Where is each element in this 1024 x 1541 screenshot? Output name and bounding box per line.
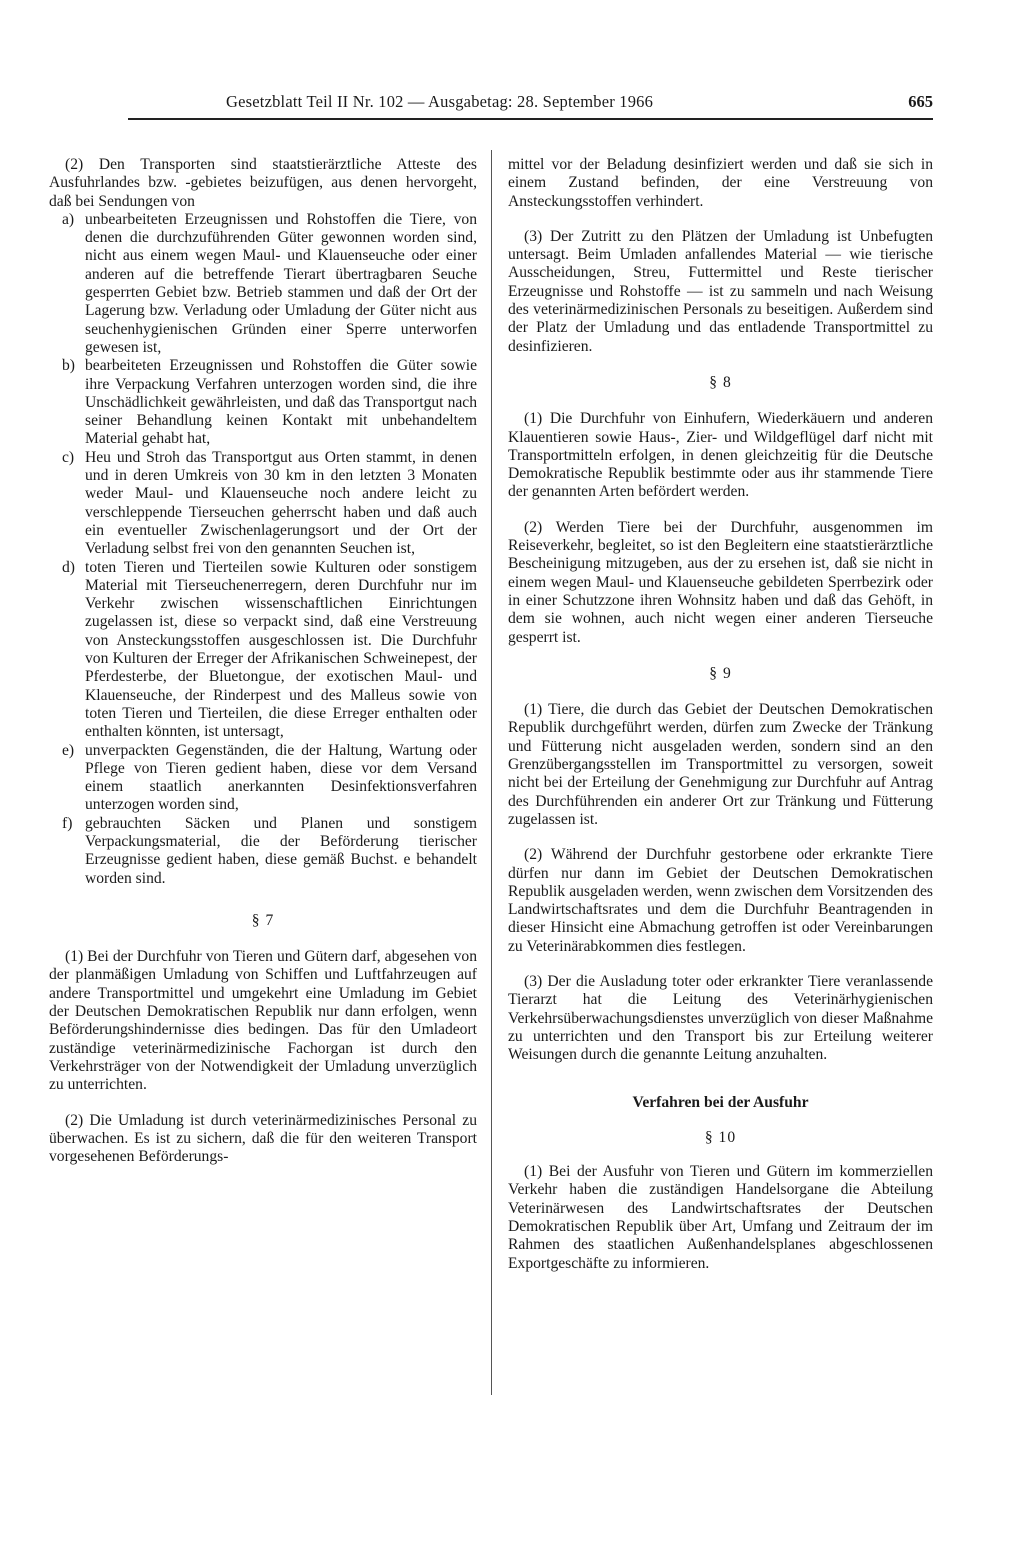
list-item-text: toten Tieren und Tierteilen sowie Kulturen oder sonstigem Material mit Tierseuchenerregern, deren Durchfuhr nur im Verkehr zwischen wissenschaftlichen Einrichtungen zugelassen ist, diese so verpackt sind, daß eine Verstreuung von Ansteckungsstoffen ausgeschlossen ist. Die Durchfuhr von Kulturen der Erreger der Afrikanischen Schweinepest, der Pferdesterbe, der Bluetongue, der exotischen Maul- und Klauenseuche, der Rinderpest und des Malleus sowie von toten Tieren und Tierteilen, die diese Erreger enthalten oder enthalten könnten, ist untersagt, <box>85 558 477 741</box>
list-item-b <box>49 357 477 448</box>
left-column <box>49 156 477 1166</box>
paragraph-8-1: (1) Die Durchfuhr von Einhufern, Wiederkäuern und anderen Klauentieren sowie Haus-, Zier- und Wildgeflügel darf nicht mit Transportmitteln erfolgen, in denen gleichzeitig für die Deutsche Demokratische Republik bestimmte oder aus ihr stammende Tiere der genannten Arten befördert werden. <box>508 410 933 501</box>
header-title: Gesetzblatt Teil II Nr. 102 — Ausgabetag: 28. September 1966 <box>226 92 654 111</box>
list-item-text: unverpackten Gegenständen, die der Haltung, Wartung oder Pflege von Tieren gedient haben, diese vor dem Versand einem staatlich anerkannten Desinfektionsverfahren unterzogen worden sind, <box>85 741 477 814</box>
list-item-text: unbearbeiteten Erzeugnissen und Rohstoffen die Tiere, von denen die durchzuführenden Güter gewonnen worden sind, nicht aus einem wegen Maul- und Klauenseuche oder einer anderen auf die betreffende Tierart übertragbaren Seuche gesperrten Gebiet bzw. Betrieb stammen und daß der Ort der Lagerung bzw. Verladung oder Umladung der Güter nicht aus seuchenhygienischen Gründen einer Sperre unterworfen gewesen ist, <box>85 210 477 356</box>
list-item-f <box>49 815 477 888</box>
list-item-e <box>49 742 477 815</box>
list-item-text: bearbeiteten Erzeugnissen und Rohstoffen die Güter sowie ihre Verpackung Verfahren unterzogen worden sind, die ihre Unschädlichkeit gewährleisten, und daß das Transportgut nach seiner Behandlung keinen Kontakt mit unbehandeltem Material gehabt hat, <box>85 357 477 448</box>
section-heading-8: § 8 <box>709 373 732 391</box>
paragraph-7-2: (2) Die Umladung ist durch veterinärmedizinisches Personal zu überwachen. Es ist zu sichern, daß die für den weiteren Transport vorgesehenen Beförderungs- <box>49 1111 477 1166</box>
list-item-text: gebrauchten Säcken und Planen und sonstigem Verpackungsmaterial, die der Beförderung tierischer Erzeugnisse gedient haben, diese gemäß Buchst. e behandelt worden sind. <box>85 814 477 887</box>
list-item-d <box>49 559 477 742</box>
paragraph-7-2-continued: mittel vor der Beladung desinfiziert werden und daß sie sich in einem Zustand befinden, der eine Verstreuung von Ansteckungsstoffen verhindert. <box>508 156 933 210</box>
paragraph-9-1: (1) Tiere, die durch das Gebiet der Deutschen Demokratischen Republik durchgeführt werden, dürfen zum Zwecke der Tränkung und Fütterung nicht ausgeladen werden, sondern sind an den Grenzübergangsstellen im Transportmittel zu versorgen, soweit nicht bei der Erteilung der Genehmigung zur Durchfuhr auf Antrag des Durchführenden ein anderer Ort zur Tränkung und Fütterung zugelassen ist. <box>508 701 933 828</box>
list-item-letter: f) <box>62 814 73 832</box>
paragraph-9-2: (2) Während der Durchfuhr gestorbene oder erkrankte Tiere dürfen nur dann im Gebiet der Deutschen Demokratischen Republik ausgeladen werden, wenn zwischen dem Vorsitzenden des Landwirtschaftsrates und dem die Durchfuhr Beantragenden in dieser Hinsicht eine Abmachung getroffen ist oder Vereinbarungen zu Veterinärabkommen dies festlegen. <box>508 846 933 955</box>
right-column <box>508 156 933 1273</box>
list-item-letter: c) <box>62 448 75 466</box>
paragraph-9-3: (3) Der die Ausladung toter oder erkrankter Tiere veranlassende Tierarzt hat die Leitung des Veterinärhygienischen Verkehrsüberwachungsdienstes unverzüglich von dieser Maßnahme zu unterrichten und den Transport bis zur Erteilung weiterer Weisungen durch die genannte Leitung anzuhalten. <box>508 972 933 1064</box>
list-item-letter: b) <box>62 357 75 375</box>
list-item-text: Heu und Stroh das Transportgut aus Orten stammt, in denen und in deren Umkreis von 30 km in den letzten 3 Monaten weder Maul- und Klauenseuche noch andere leicht zu verschleppende Tierseuchen geherrscht haben und daß auch ein eventueller Zwischenlagerungsort und der Ort der Verladung selbst frei von den genannten Seuchen ist, <box>85 448 477 558</box>
section-heading-9: § 9 <box>709 664 732 682</box>
section-heading-7: § 7 <box>251 911 275 929</box>
column-divider <box>491 150 492 1395</box>
paragraph-7-1: (1) Bei der Durchfuhr von Tieren und Gütern darf, abgesehen von der planmäßigen Umladung von Schiffen und Luftfahrzeugen auf andere Transportmittel und umgekehrt eine Umladung im Gebiet der Deutschen Demokratischen Republik nur dann erfolgen, wenn Beförderungshindernisse dies bedingen. Das für den Umladeort zuständige veterinärmedizinische Fachorgan ist durch den Verkehrsträger von der Notwendigkeit der Umladung unverzüglich zu unterrichten. <box>49 948 477 1094</box>
list-item-c <box>49 449 477 559</box>
section-heading-10: § 10 <box>704 1128 737 1146</box>
list-item-a <box>49 211 477 357</box>
list-item-letter: e) <box>62 741 75 759</box>
page-header <box>128 88 933 120</box>
list-item-letter: d) <box>62 558 75 576</box>
page-number: 665 <box>908 92 933 111</box>
list-item-letter: a) <box>62 210 75 228</box>
paragraph-10-1: (1) Bei der Ausfuhr von Tieren und Gütern im kommerziellen Verkehr haben die zuständigen Handelsorgane die Abteilung Veterinärwesen des Landwirtschaftsrates der Deutschen Demokratischen Republik über Art, Umfang und Zeitraum der im Rahmen des staatlichen Außenhandelsplanes abgeschlossenen Exportgeschäfte zu informieren. <box>508 1163 933 1272</box>
paragraph-7-3: (3) Der Zutritt zu den Plätzen der Umladung ist Unbefugten untersagt. Beim Umladen anfallendes Material — wie tierische Ausscheidungen, Streu, Futtermittel und Reste tierischer Erzeugnisse und Rohstoffe — ist zu sammeln und nach Weisung des veterinärmedizinischen Personals zu beseitigen. Außerdem sind der Platz der Umladung und das entladende Transportmittel zu desinfizieren. <box>508 227 933 355</box>
paragraph-6-2-intro: (2) Den Transporten sind staatstierärztliche Atteste des Ausfuhrlandes bzw. -gebietes beizufügen, aus denen hervorgeht, daß bei Sendungen von <box>49 156 477 210</box>
chapter-heading-export: Verfahren bei der Ausfuhr <box>632 1094 809 1112</box>
paragraph-8-2: (2) Werden Tiere bei der Durchfuhr, ausgenommen im Reiseverkehr, begleitet, so ist den Begleitern eine staatstierärztliche Bescheinigung mitzugeben, aus der zu ersehen ist, daß sie nicht in einem wegen Maul- und Klauenseuche gebildeten Sperrbezirk oder in einer Schutzzone ihren Wohnsitz haben und daß das Gehöft, in dem sie wohnen, auch nicht wegen einer anderen Tierseuche gesperrt ist. <box>508 518 933 646</box>
